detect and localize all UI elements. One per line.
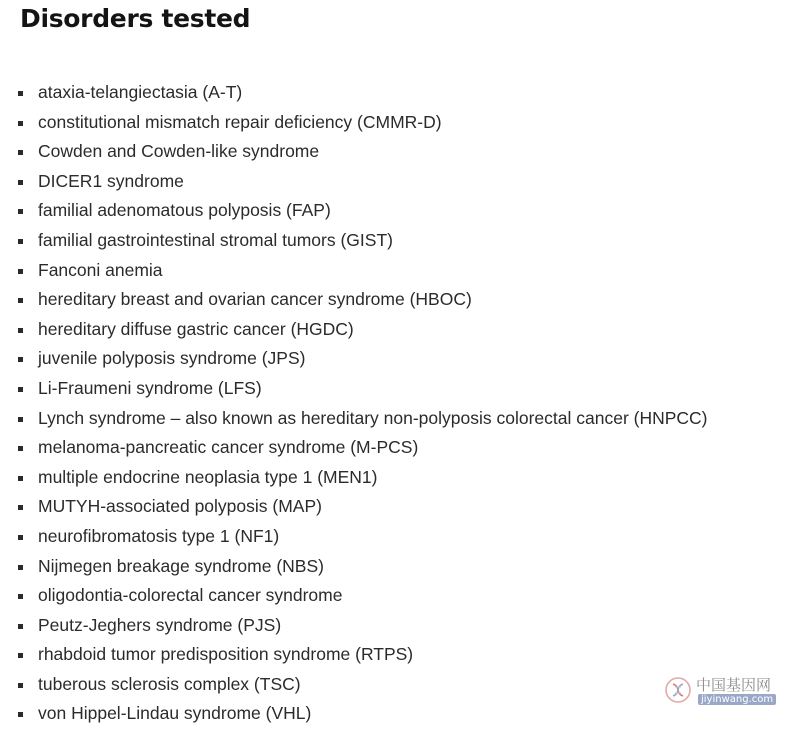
- list-item-text: tuberous sclerosis complex (TSC): [38, 673, 301, 694]
- list-item: [0, 108, 708, 138]
- bullet-icon: [18, 91, 23, 96]
- list-item: [0, 552, 708, 582]
- list-item: [0, 344, 708, 374]
- bullet-icon: [18, 505, 23, 510]
- list-item-text: familial adenomatous polyposis (FAP): [38, 200, 331, 221]
- list-item: [0, 196, 708, 226]
- bullet-icon: [18, 298, 23, 303]
- list-item-text: von Hippel-Lindau syndrome (VHL): [38, 703, 312, 724]
- list-item: [0, 226, 708, 256]
- list-item-text: Cowden and Cowden-like syndrome: [38, 141, 320, 162]
- list-item: [0, 78, 708, 108]
- list-item-text: hereditary diffuse gastric cancer (HGDC): [38, 318, 354, 339]
- bullet-icon: [18, 121, 23, 126]
- bullet-icon: [18, 239, 23, 244]
- bullet-icon: [18, 683, 23, 688]
- list-item: [0, 285, 708, 315]
- list-item: [0, 581, 708, 611]
- list-item-text: Peutz-Jeghers syndrome (PJS): [38, 614, 282, 635]
- watermark: [664, 672, 786, 712]
- list-item-text: constitutional mismatch repair deficiency (CMMR-D): [38, 111, 442, 132]
- list-item-text: Fanconi anemia: [38, 259, 163, 280]
- list-item: [0, 699, 708, 729]
- page-title: Disorders tested: [20, 4, 251, 33]
- bullet-icon: [18, 535, 23, 540]
- list-item-text: neurofibromatosis type 1 (NF1): [38, 525, 280, 546]
- list-item: [0, 492, 708, 522]
- list-item: [0, 137, 708, 167]
- bullet-icon: [18, 565, 23, 570]
- list-item-text: rhabdoid tumor predisposition syndrome (RTPS): [38, 644, 414, 665]
- bullet-icon: [18, 653, 23, 658]
- list-item-text: DICER1 syndrome: [38, 170, 184, 191]
- bullet-icon: [18, 387, 23, 392]
- bullet-icon: [18, 180, 23, 185]
- list-item: [0, 670, 708, 700]
- list-item-text: melanoma-pancreatic cancer syndrome (M-PCS): [38, 437, 419, 458]
- bullet-icon: [18, 712, 23, 717]
- bullet-icon: [18, 328, 23, 333]
- bullet-icon: [18, 357, 23, 362]
- list-item-text: juvenile polyposis syndrome (JPS): [38, 348, 306, 369]
- list-item: [0, 433, 708, 463]
- list-item-text: ataxia-telangiectasia (A-T): [38, 82, 243, 102]
- list-item-text: Li-Fraumeni syndrome (LFS): [38, 377, 262, 398]
- dna-logo-icon: [664, 676, 692, 704]
- list-item: [0, 611, 708, 641]
- disorders-list: [0, 78, 708, 729]
- list-item-text: oligodontia-colorectal cancer syndrome: [38, 585, 343, 606]
- bullet-icon: [18, 269, 23, 274]
- list-item: [0, 404, 708, 434]
- bullet-icon: [18, 476, 23, 481]
- bullet-icon: [18, 624, 23, 629]
- watermark-url: jiyinwang.com: [698, 694, 776, 705]
- bullet-icon: [18, 446, 23, 451]
- list-item-text: Nijmegen breakage syndrome (NBS): [38, 555, 324, 576]
- bullet-icon: [18, 417, 23, 422]
- list-item: [0, 522, 708, 552]
- bullet-icon: [18, 209, 23, 214]
- list-item: [0, 640, 708, 670]
- list-item-text: multiple endocrine neoplasia type 1 (MEN1): [38, 466, 378, 487]
- list-item: [0, 256, 708, 286]
- list-item: [0, 463, 708, 493]
- bullet-icon: [18, 150, 23, 155]
- list-item-text: hereditary breast and ovarian cancer syndrome (HBOC): [38, 289, 472, 310]
- list-item-text: familial gastrointestinal stromal tumors (GIST): [38, 229, 393, 250]
- list-item-text: Lynch syndrome – also known as hereditary non-polyposis colorectal cancer (HNPCC): [38, 407, 708, 428]
- list-item: [0, 315, 708, 345]
- watermark-site-name: 中国基因网: [696, 676, 772, 694]
- bullet-icon: [18, 594, 23, 599]
- list-item: [0, 167, 708, 197]
- list-item: [0, 374, 708, 404]
- list-item-text: MUTYH-associated polyposis (MAP): [38, 496, 322, 517]
